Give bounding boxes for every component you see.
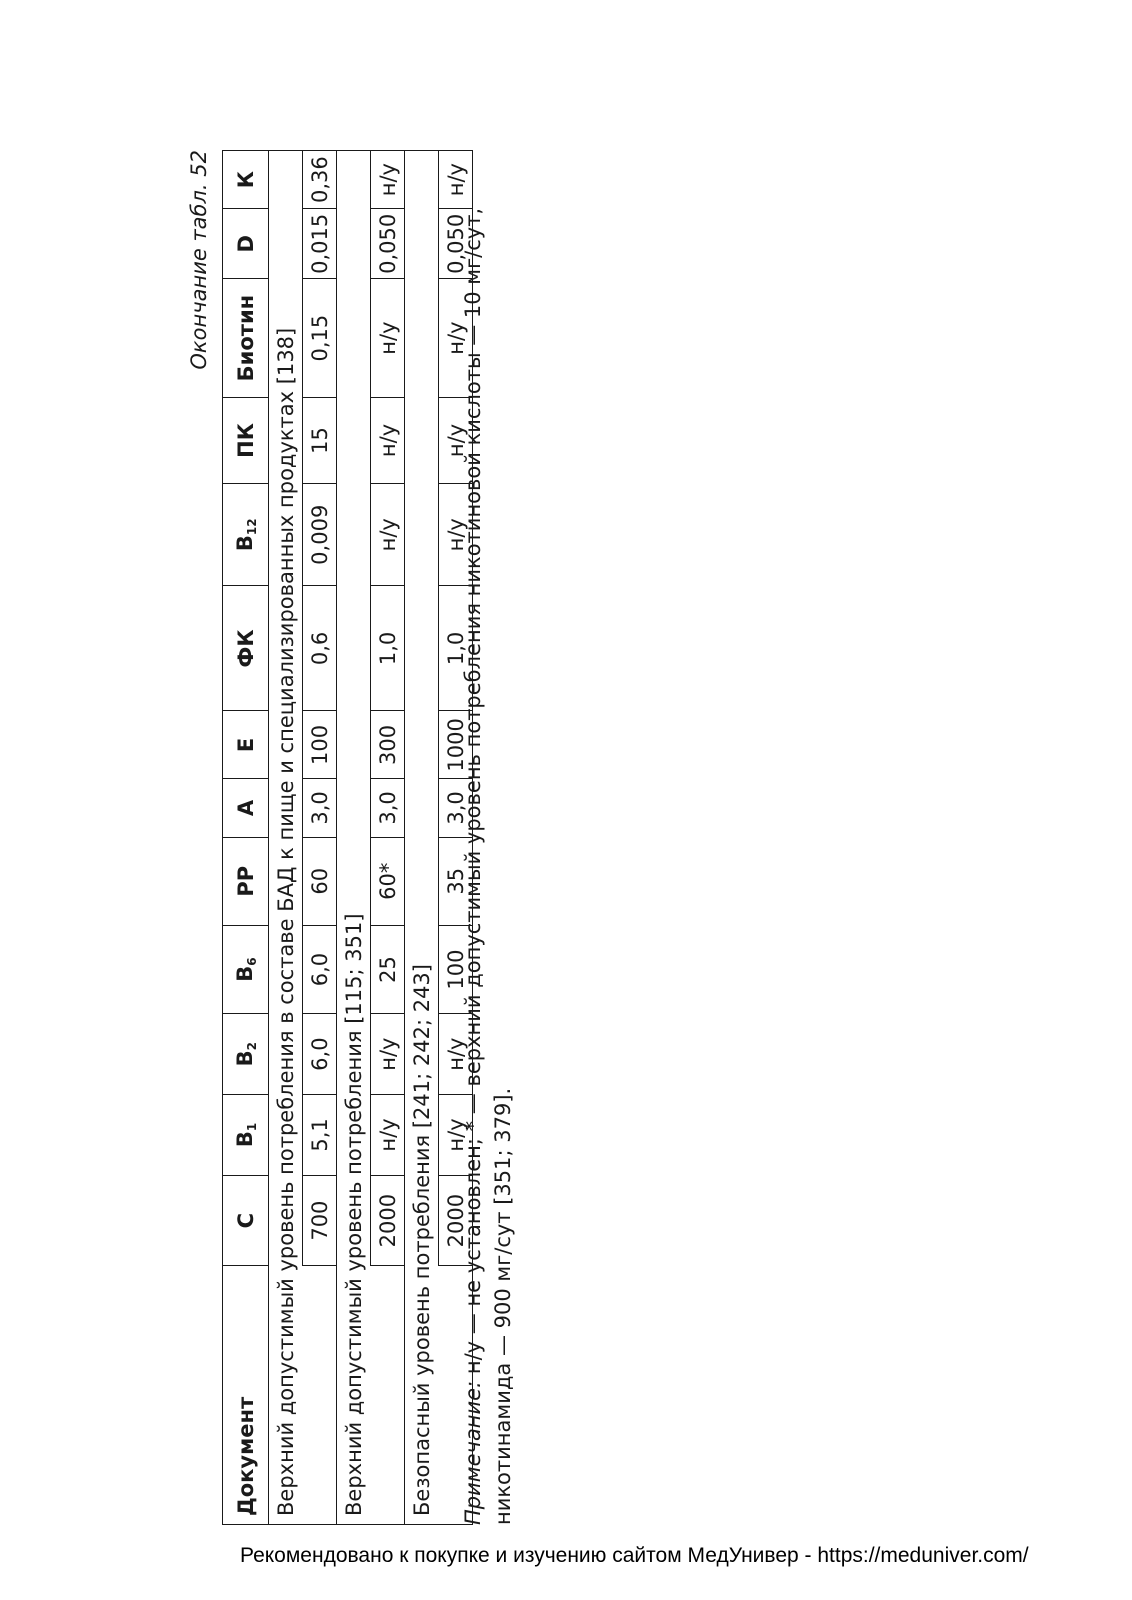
vitamin-limits-table [222, 150, 473, 1525]
table-header-row [223, 151, 269, 1525]
table-cell: н/у [371, 1014, 405, 1095]
section-title: Верхний допустимый уровень потребления [115; 351] [337, 151, 371, 1525]
note-line-1 [458, 150, 488, 1525]
table-cell: 15 [303, 397, 337, 483]
table-cell: н/у [439, 151, 473, 209]
table-cell: 0,009 [303, 484, 337, 586]
header-cell: ПК [223, 397, 269, 483]
table-cell: 700 [303, 1175, 337, 1266]
table-cell: н/у [439, 397, 473, 483]
site-footer-text: Рекомендовано к покупке и изучению сайтом МедУнивер - https://meduniver.com/ [240, 1544, 1029, 1567]
table-cell: 100 [439, 925, 473, 1013]
header-cell: $В_{12}$ [223, 484, 269, 586]
table-note [458, 150, 518, 1525]
table-cell: 60 [303, 837, 337, 925]
table-cell: 0,6 [303, 586, 337, 711]
table-cell: 3,0 [303, 779, 337, 837]
header-cell: $В_6$ [223, 925, 269, 1013]
table-cell: 300 [371, 711, 405, 779]
table-cell: н/у [371, 397, 405, 483]
table-caption: Окончание табл. 52 [187, 150, 211, 370]
table-cell: 1,0 [439, 586, 473, 711]
header-cell: РР [223, 837, 269, 925]
header-cell: С [223, 1175, 269, 1266]
table-cell: 100 [303, 711, 337, 779]
table-cell: 3,0 [439, 779, 473, 837]
table-cell: 6,0 [303, 925, 337, 1013]
header-cell: А [223, 779, 269, 837]
section-title: Безопасный уровень потребления [241; 242; 243] [405, 151, 439, 1525]
table-cell: 1000 [439, 711, 473, 779]
table-cell: 60* [371, 837, 405, 925]
header-cell: $В_2$ [223, 1014, 269, 1095]
table-cell: 0,015 [303, 209, 337, 279]
table-cell: 2000 [439, 1175, 473, 1266]
note-line-2: никотинамида — 900 мг/сут [351; 379]. [491, 1087, 515, 1525]
table-cell: 0,050 [439, 209, 473, 279]
table-cell: 2000 [371, 1175, 405, 1266]
header-cell: Е [223, 711, 269, 779]
table-row [371, 151, 405, 1525]
blank-cell [303, 1266, 337, 1525]
table-cell: 0,36 [303, 151, 337, 209]
table-cell: н/у [439, 1095, 473, 1176]
table-cell: н/у [371, 1095, 405, 1176]
table-cell: 0,15 [303, 279, 337, 398]
note-text: н/у — не установлен; * — верхний допустимый уровень потребления никотиновой кислоты — 10 мг/сут, [461, 207, 485, 1381]
header-cell: ФК [223, 586, 269, 711]
table-cell: н/у [371, 484, 405, 586]
table-cell: 1,0 [371, 586, 405, 711]
table-cell: н/у [439, 1014, 473, 1095]
table-cell: 0,050 [371, 209, 405, 279]
header-cell: Биотин [223, 279, 269, 398]
table-cell: н/у [371, 151, 405, 209]
note-label: Примечание: [461, 1380, 485, 1525]
table-cell: 5,1 [303, 1095, 337, 1176]
table-cell: 6,0 [303, 1014, 337, 1095]
table-cell: н/у [439, 279, 473, 398]
header-cell: D [223, 209, 269, 279]
table-row [303, 151, 337, 1525]
header-cell: Документ [223, 1266, 269, 1525]
section-title: Верхний допустимый уровень потребления в составе БАД к пище и специализированных продуктах [138] [269, 151, 303, 1525]
header-cell: К [223, 151, 269, 209]
table-cell: н/у [439, 484, 473, 586]
section-title-row [405, 151, 439, 1525]
header-cell: $В_1$ [223, 1095, 269, 1176]
blank-cell [371, 1266, 405, 1525]
rotated-page-content [186, 150, 544, 1525]
table-cell: 35 [439, 837, 473, 925]
table-cell: 25 [371, 925, 405, 1013]
section-title-row [337, 151, 371, 1525]
table-cell: н/у [371, 279, 405, 398]
section-title-row [269, 151, 303, 1525]
table-cell: 3,0 [371, 779, 405, 837]
